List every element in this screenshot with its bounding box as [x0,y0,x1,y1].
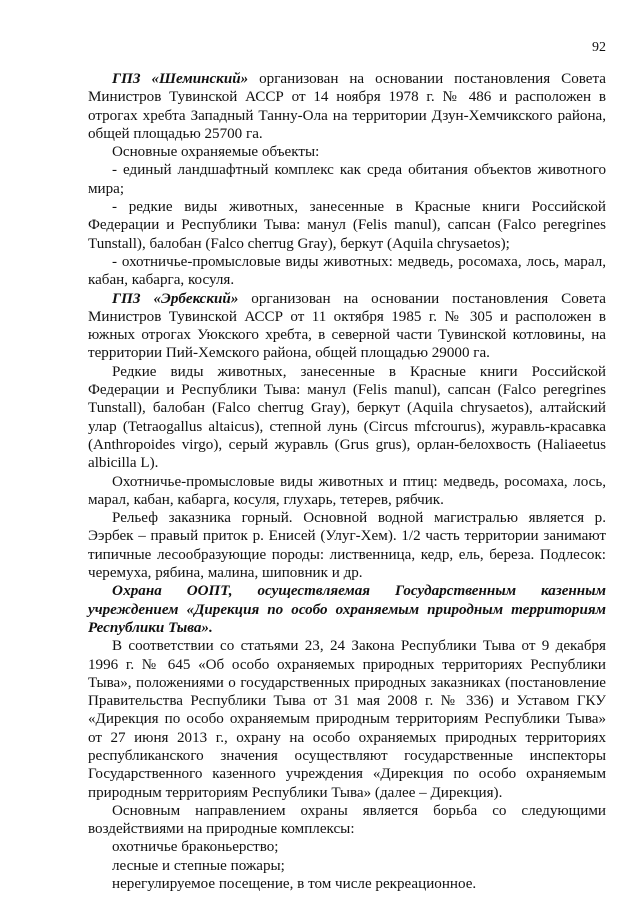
paragraph-text: организован на основании постановления Совета Министров Тувинской АССР от 14 ноября 1978 г. № 486 и расположен в отрогах хребта Западный Танну-Ола на территории Дзун-Хемчикского района, общей площадью 25700 га. [88,71,606,142]
list-item: - охотничье-промысловые виды животных: медведь, росомаха, лось, марал, кабан, кабарга, косуля. [88,253,606,289]
paragraph-relief: Рельеф заказника горный. Основной водной магистралью является р. Ээрбек – правый приток р. Енисей (Улуг-Хем). 1/2 часть территории занимают типичные лесообразующие породы: лиственница, кедр, ель, береза. Подлесок: черемуха, рябина, малина, шиповник и др. [88,510,606,582]
paragraph-game-species: Охотничье-промысловые виды животных и птиц: медведь, росомаха, лось, марал, кабан, кабарга, косуля, глухарь, тетерев, рябчик. [88,473,606,508]
paragraph-legal-basis: В соответствии со статьями 23, 24 Закона Республики Тыва от 9 декабря 1996 г. № 645 «Об особо охраняемых природных территориях Республики Тыва», положениями о государственных природных заказниках (постановление Правительства Республики Тыва от 31 мая 2008 г. № 336) и Уставом ГКУ «Дирекция по особо охраняемым природным территориям Республики Тыва» от 27 июня 2013 г., охрану на особо охраняемых природных территориях республиканского значения осуществляют государственные инспекторы Государственного казенного учреждения «Дирекция по особо охраняемым природным территориям Республики Тыва» (далее – Дирекция). [88,638,606,801]
paragraph-erbeksky [88,290,606,363]
list-item: лесные и степные пожары; [112,857,285,874]
reserve-title-erbeksky: ГПЗ «Эрбекский» [112,290,239,307]
paragraph-sheminsky [88,70,606,143]
document-body [88,70,606,893]
page-number: 92 [592,40,606,55]
list-item: - единый ландшафтный комплекс как среда обитания объектов животного мира; [88,162,606,197]
list-item: охотничье браконьерство; [112,839,279,856]
paragraph-main-direction: Основным направлением охраны является борьба со следующими воздействиями на природные комплексы: [88,802,606,838]
paragraph-text: организован на основании постановления Совета Министров Тувинской АССР от 11 октября 1985 г. № 305 и расположен в южных отрогах Уюкского хребта, в северной части Тувинской котловины, на территории Пий-Хемского района, общей площадью 29000 га. [88,290,606,362]
section-heading: Охрана ООПТ, осуществляемая Государственным казенным учреждением «Дирекция по особо охраняемым природным территориям Республики Тыва». [88,583,606,636]
paragraph-protected-objects: Основные охраняемые объекты: [112,144,320,161]
reserve-title-sheminsky: ГПЗ «Шеминский» [112,71,249,87]
paragraph-rare-species: Редкие виды животных, занесенные в Красные книги Российской Федерации и Республики Тыва: манул (Felis manul), сапсан (Falco peregrines Tunstall), балобан (Falco cherrug Gray), беркут (Aquila chrysaetos), алтайский улар (Tetraogallus altaicus), степной лунь (Circus mfcrourus), журавль-красавка (Anthropoides virgo), серый журавль (Grus grus), орлан-белохвость (Haliaeetus albicilla L). [88,363,606,472]
list-item: нерегулируемое посещение, в том числе рекреационное. [112,876,477,893]
list-item: - редкие виды животных, занесенные в Красные книги Российской Федерации и Республики Тыва: манул (Felis manul), сапсан (Falco peregrines Tunstall), балобан (Falco cherrug Gray), беркут (Aquila chrysaetos); [88,199,606,252]
